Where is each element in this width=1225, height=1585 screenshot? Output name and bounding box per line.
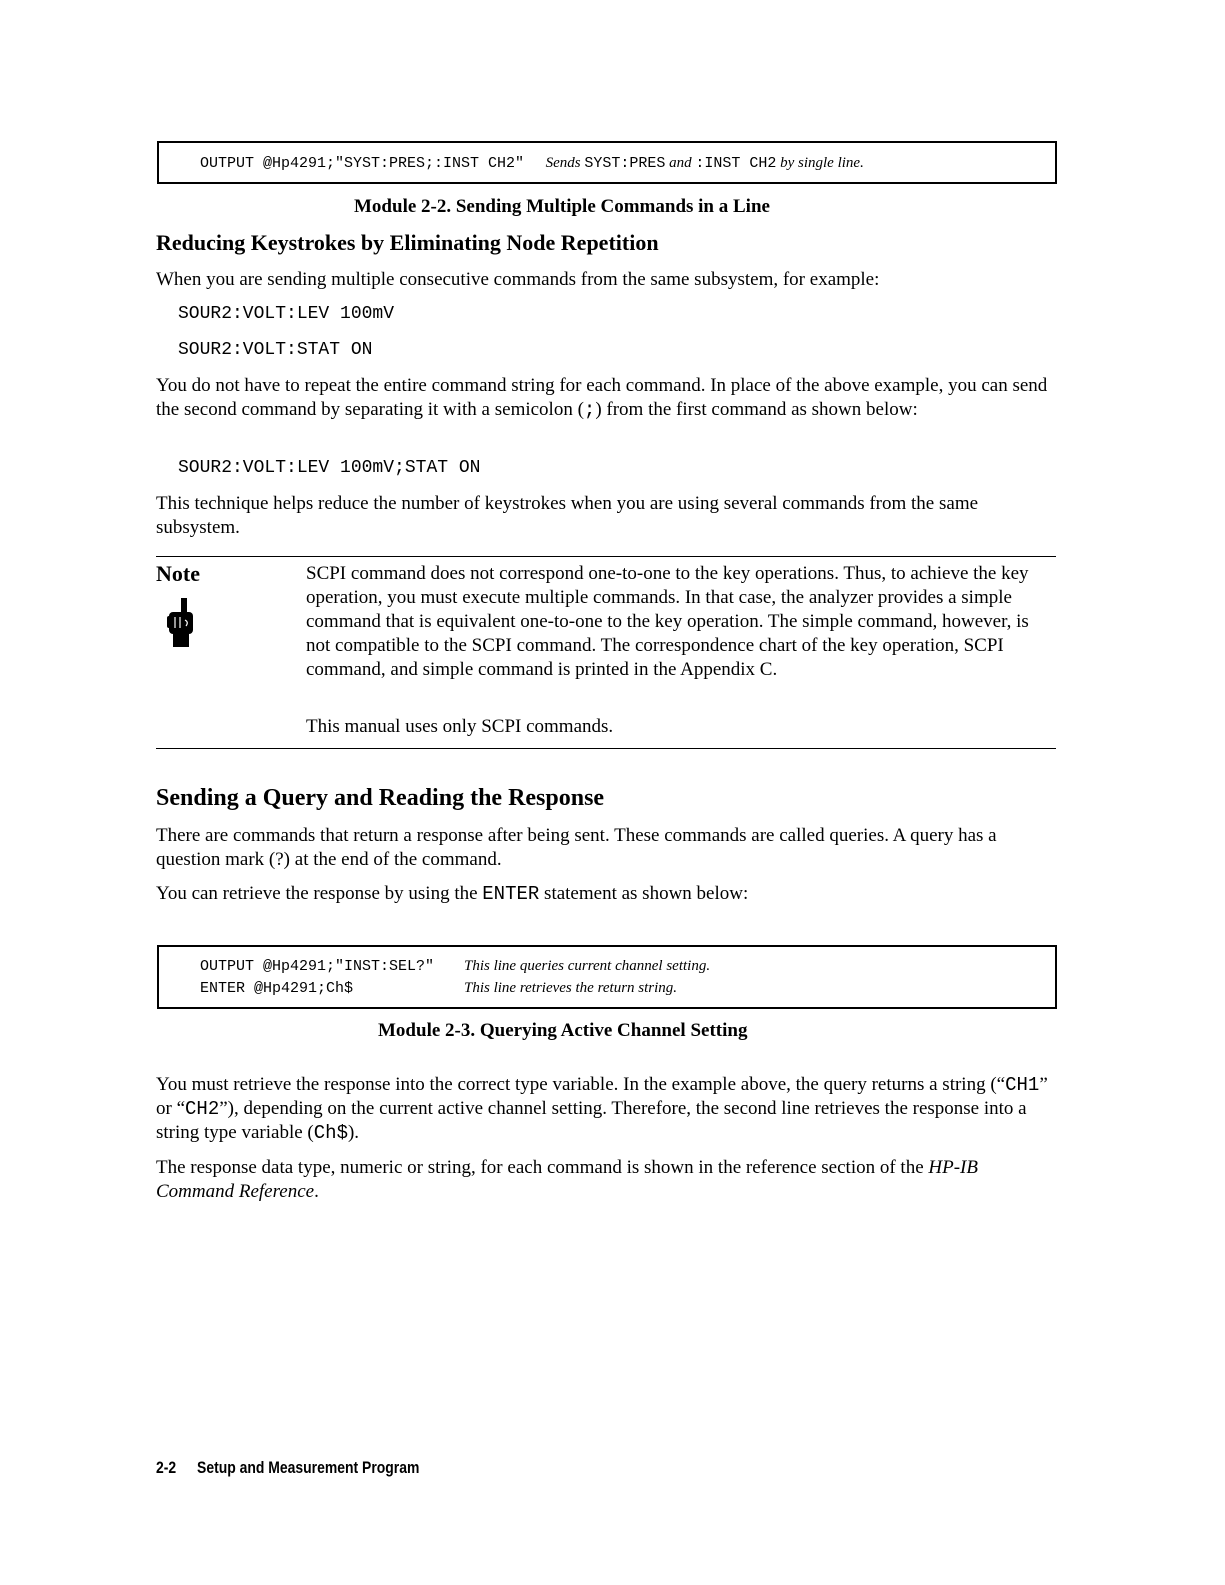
closing-para-1 [156, 1073, 1056, 1145]
reducing-para-2-a: You do not have to repeat the entire command string for each command. In place of the above example, you can send the second command by separating it with a semicolon ( [156, 375, 1048, 420]
footer-title: Setup and Measurement Program [197, 1458, 420, 1477]
code-comment-cmd1: SYST:PRES [584, 155, 666, 172]
code-line [200, 154, 864, 173]
code-box-module-2-2 [157, 141, 1057, 184]
section-heading-query: Sending a Query and Reading the Response [156, 785, 605, 811]
code-box-module-2-3 [157, 945, 1057, 1009]
reducing-para-2-b: ) from the first command as shown below: [595, 399, 918, 420]
code-line-1 [200, 957, 710, 976]
reducing-intro: When you are sending multiple consecutive commands from the same subsystem, for example: [156, 269, 880, 290]
query-para-2-b: statement as shown below: [544, 883, 749, 904]
ch-var-code: Ch$ [313, 1122, 348, 1144]
module-2-3-caption: Module 2-3. Querying Active Channel Setting [378, 1020, 748, 1041]
reference-title: HP-IB Command Reference [156, 1157, 978, 1202]
code-command: OUTPUT @Hp4291;"SYST:PRES;:INST CH2" [200, 155, 525, 172]
code-comment-cmd2: :INST CH2 [695, 155, 777, 172]
query-para-2 [156, 882, 1056, 906]
ch2-code: CH2 [185, 1098, 220, 1120]
code-comment-sends: Sends [545, 155, 581, 171]
semicolon-code: ; [583, 399, 596, 421]
code-comment-and: and [669, 155, 692, 171]
ch1-code: CH1 [1005, 1074, 1040, 1096]
note-label: Note [156, 561, 200, 586]
combined-command-line: SOUR2:VOLT:LEV 100mV;STAT ON [178, 458, 481, 478]
section-heading-reducing: Reducing Keystrokes by Eliminating Node Repetition [156, 230, 659, 255]
closing-para-2-b: . [314, 1181, 319, 1202]
note-text-2: This manual uses only SCPI commands. [306, 716, 614, 737]
code-comment-tail: by single line. [780, 155, 864, 171]
enter-code: ENTER [482, 883, 540, 905]
code-line-1-command: OUTPUT @Hp4291;"INST:SEL?" [200, 958, 435, 975]
closing-para-2-a: The response data type, numeric or string, for each command is shown in the reference section of the [156, 1157, 924, 1178]
closing-para-1-d: ). [347, 1122, 360, 1143]
page-number: 2-2 [156, 1458, 177, 1477]
query-para-1: There are commands that return a response after being sent. These commands are called queries. A query has a question mark (?) at the end of the command. [156, 825, 997, 870]
closing-para-1-a: You must retrieve the response into the correct type variable. In the example above, the query returns a string (“ [156, 1074, 1006, 1095]
closing-para-2 [156, 1156, 1056, 1204]
reducing-para-3: This technique helps reduce the number of keystrokes when you are using several commands from the same subsystem. [156, 493, 979, 538]
example-line-2: SOUR2:VOLT:STAT ON [178, 340, 373, 360]
query-para-2-a: You can retrieve the response by using the [156, 883, 478, 904]
pointing-hand-icon [165, 598, 199, 648]
closing-para-1-c: ”), depending on the current active channel setting. Therefore, the second line retrieves the response into a string type variable ( [156, 1098, 1027, 1143]
example-line-1: SOUR2:VOLT:LEV 100mV [178, 304, 395, 324]
code-line-2-comment: This line retrieves the return string. [464, 980, 678, 996]
code-line-1-comment: This line queries current channel setting. [464, 958, 711, 974]
page-footer [156, 1458, 419, 1478]
note-bottom-rule [156, 748, 1056, 749]
code-line-2 [200, 979, 677, 998]
module-2-2-caption: Module 2-2. Sending Multiple Commands in a Line [354, 196, 770, 217]
reducing-para-2 [156, 374, 1056, 422]
closing-para-1-b: ” or “ [156, 1074, 1048, 1119]
note-text-1: SCPI command does not correspond one-to-one to the key operations. Thus, to achieve the key operation, you must execute multiple commands. In that case, the analyzer provides a simple command that is equivalent one-to-one to the key operation. The simple command, however, is not compatible to the SCPI command. The correspondence chart of the key operation, SCPI command, and simple command is printed in the Appendix C. [306, 563, 1029, 680]
code-line-2-command: ENTER @Hp4291;Ch$ [200, 980, 354, 997]
note-top-rule [156, 556, 1056, 557]
